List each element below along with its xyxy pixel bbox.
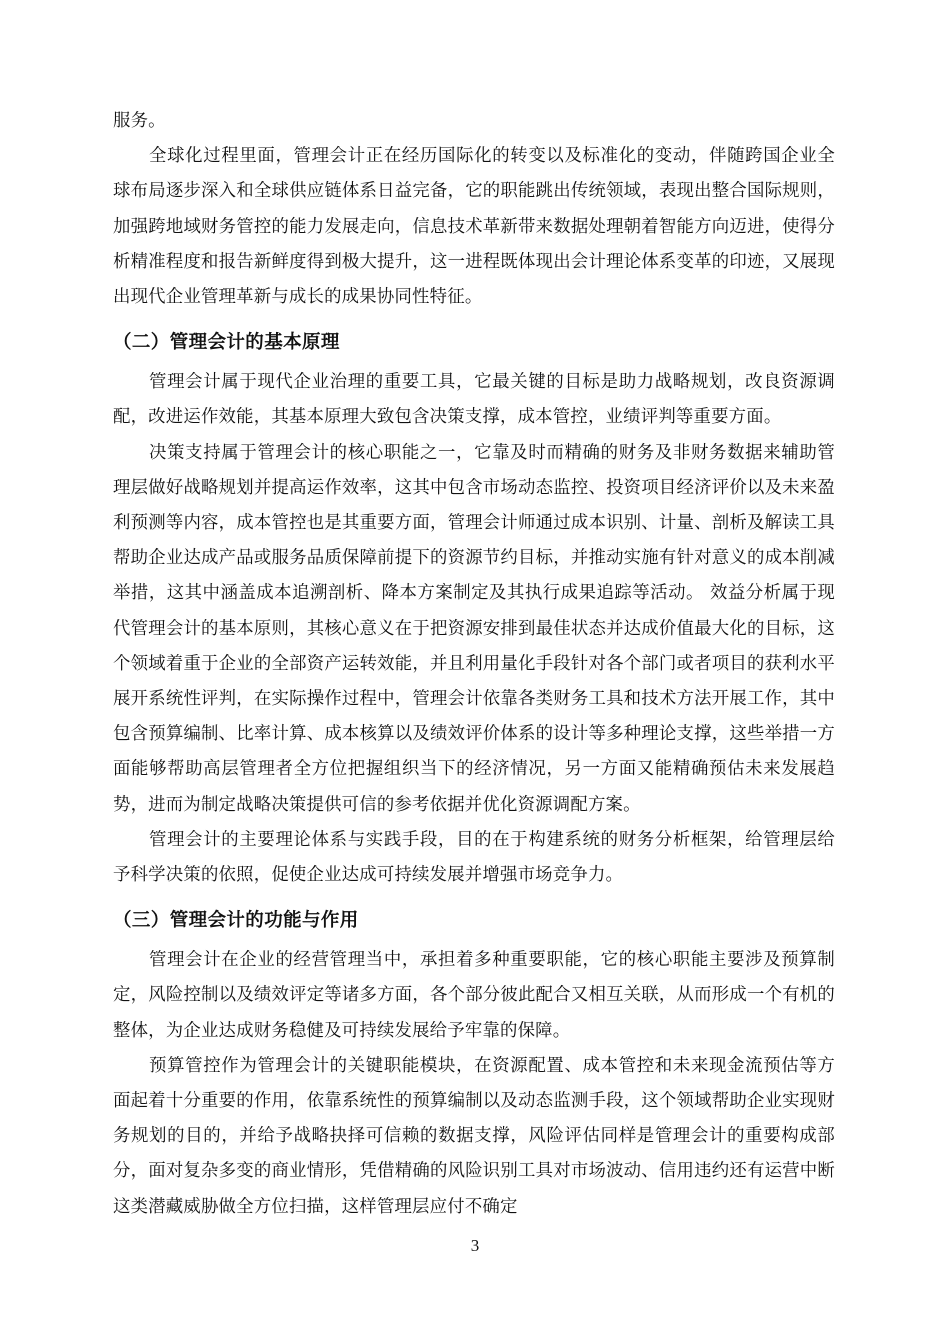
paragraph-globalization: 全球化过程里面，管理会计正在经历国际化的转变以及标准化的变动，伴随跨国企业全球布局逐步深入和全球供应链体系日益完备，它的职能跳出传统领域，表现出整合国际规则，加强跨地域财务管控的能力发展走向，信息技术革新带来数据处理朝着智能方向迈进，使得分析精准程度和报告新鲜度得到极大提升，这一进程既体现出会计理论体系变革的印迹，又展现出现代企业管理革新与成长的成果协同性特征。 (113, 146, 835, 308)
paragraph-budget-control: 预算管控作为管理会计的关键职能模块，在资源配置、成本管控和未来现金流预估等方面起着十分重要的作用，依靠系统性的预算编制以及动态监测手段，这个领域帮助企业实现财务规划的目的，并给予战略抉择可信赖的数据支撑，风险评估同样是管理会计的重要构成部分，面对复杂多变的商业情形，凭借精确的风险识别工具对市场波动、信用违约还有运营中断这类潜藏威胁做全方位扫描，这样管理层应付不确定 (113, 1055, 835, 1217)
section-heading-functions: （三）管理会计的功能与作用 (113, 910, 359, 932)
paragraph-functions-intro: 管理会计在企业的经营管理当中，承担着多种重要职能，它的核心职能主要涉及预算制定，风险控制以及绩效评定等诸多方面，各个部分彼此配合又相互关联，从而形成一个有机的整体，为企业达成财务稳健及可持续发展给予牢靠的保障。 (113, 950, 835, 1041)
page-number: 3 (470, 1236, 480, 1255)
paragraph-continuation: 服务。 (113, 111, 166, 131)
section-heading-basic-principles: （二）管理会计的基本原理 (113, 332, 340, 354)
paragraph-decision-support: 决策支持属于管理会计的核心职能之一，它靠及时而精确的财务及非财务数据来辅助管理层做好战略规划并提高运作效率，这其中包含市场动态监控、投资项目经济评价以及未来盈利预测等内容，成本管控也是其重要方面，管理会计师通过成本识别、计量、剖析及解读工具帮助企业达成产品或服务品质保障前提下的资源节约目标，并推动实施有针对意义的成本削减举措，这其中涵盖成本追溯剖析、降本方案制定及其执行成果追踪等活动。 效益分析属于现代管理会计的基本原则，其核心意义在于把资源安排到最佳状态并达成价值最大化的目标，这个领域着重于企业的全部资产运转效能，并且利用量化手段针对各个部门或者项目的获利水平展开系统性评判，在实际操作过程中，管理会计依靠各类财务工具和技术方法开展工作，其中包含预算编制、比率计算、成本核算以及绩效评价体系的设计等多种理论支撑，这些举措一方面能够帮助高层管理者全方位把握组织当下的经济情况，另一方面又能精确预估未来发展趋势，进而为制定战略决策提供可信的参考依据并优化资源调配方案。 (113, 442, 835, 815)
paragraph-theory-summary: 管理会计的主要理论体系与实践手段，目的在于构建系统的财务分析框架，给管理层给予科学决策的依照，促使企业达成可持续发展并增强市场竞争力。 (113, 829, 835, 886)
paragraph-principles-intro: 管理会计属于现代企业治理的重要工具，它最关键的目标是助力战略规划，改良资源调配，改进运作效能，其基本原理大致包含决策支撑，成本管控，业绩评判等重要方面。 (113, 372, 835, 428)
page-body (113, 104, 835, 1225)
